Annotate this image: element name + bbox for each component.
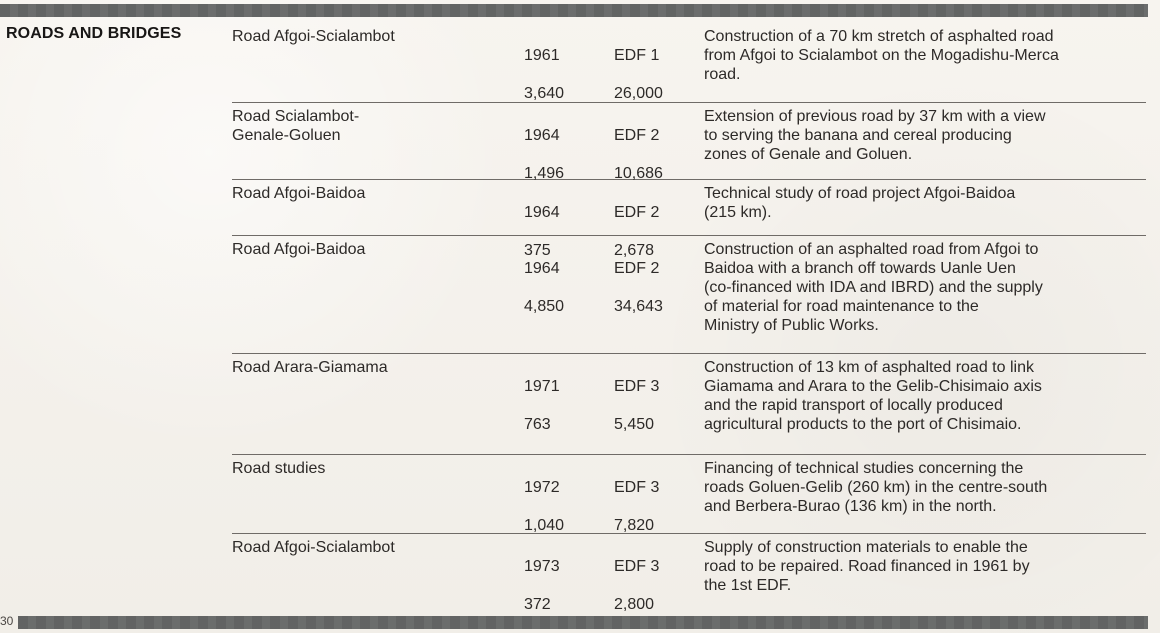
fund-value: EDF 2 [614, 127, 660, 144]
amount-value: 7,820 [614, 517, 655, 534]
project-name: Road Arara-Giamama [232, 359, 388, 376]
table-row [232, 236, 1146, 354]
project-description: Technical study of road project Afgoi-Baidoa (215 km). [704, 185, 1016, 221]
project-name: Road Afgoi-Baidoa [232, 185, 366, 202]
fund-amount-cell [614, 358, 686, 453]
year-value: 1964 [524, 127, 560, 144]
year-value: 1964 [524, 260, 560, 277]
table-row [232, 534, 1146, 615]
year-value: 1972 [524, 479, 560, 496]
project-description: Construction of 13 km of asphalted road to link Giamama and Arara to the Gelib-Chisimaio axis and the rapid transport of locally produced agricultural products to the port of Chisimaio. [704, 359, 1042, 433]
bottom-rule [18, 616, 1148, 629]
year-value: 1971 [524, 378, 560, 395]
cost-value: 372 [524, 596, 551, 613]
cost-value: 375 [524, 242, 551, 259]
table-row [232, 23, 1146, 103]
fund-value: EDF 3 [614, 378, 660, 395]
amount-value: 26,000 [614, 85, 663, 102]
cost-value: 4,850 [524, 298, 565, 315]
year-cost-cell [524, 240, 596, 335]
amount-value: 5,450 [614, 416, 655, 433]
year-value: 1973 [524, 558, 560, 575]
year-cost-cell [524, 358, 596, 453]
year-value: 1964 [524, 204, 560, 221]
fund-value: EDF 2 [614, 260, 660, 277]
amount-value: 10,686 [614, 165, 663, 182]
fund-value: EDF 3 [614, 558, 660, 575]
project-name: Road Afgoi-Scialambot [232, 539, 395, 556]
amount-value: 2,800 [614, 596, 655, 613]
table-row [232, 455, 1146, 534]
table-row [232, 103, 1146, 180]
fund-amount-cell [614, 240, 686, 335]
top-rule [0, 4, 1148, 17]
project-description: Supply of construction materials to enable the road to be repaired. Road financed in 1961 by the 1st EDF. [704, 539, 1030, 594]
amount-value: 2,678 [614, 242, 655, 259]
table-row [232, 180, 1146, 259]
table-row [232, 354, 1146, 455]
project-name: Road Scialambot- Genale-Goluen [232, 108, 360, 144]
project-name: Road studies [232, 460, 326, 477]
cost-value: 763 [524, 416, 551, 433]
fund-value: EDF 3 [614, 479, 660, 496]
amount-value: 34,643 [614, 298, 663, 315]
project-description: Extension of previous road by 37 km with a view to serving the banana and cereal producing zones of Genale and Goluen. [704, 108, 1046, 163]
section-title: ROADS AND BRIDGES [6, 25, 182, 42]
cost-value: 1,040 [524, 517, 565, 534]
year-value: 1961 [524, 47, 560, 64]
fund-value: EDF 2 [614, 204, 660, 221]
project-description: Construction of an asphalted road from Afgoi to Baidoa with a branch off towards Uanle Uen (co-financed with IDA and IBRD) and the supply of material for road maintenance to the Ministry of Public Works. [704, 241, 1043, 334]
project-name: Road Afgoi-Baidoa [232, 241, 366, 258]
project-description: Financing of technical studies concerning the roads Goluen-Gelib (260 km) in the centre-south and Berbera-Burao (136 km) in the north. [704, 460, 1048, 515]
cost-value: 1,496 [524, 165, 565, 182]
project-name: Road Afgoi-Scialambot [232, 28, 395, 45]
fund-value: EDF 1 [614, 47, 660, 64]
cost-value: 3,640 [524, 85, 565, 102]
projects-table [232, 23, 1146, 615]
page-number: 30 [0, 614, 14, 628]
project-description: Construction of a 70 km stretch of asphalted road from Afgoi to Scialambot on the Mogadishu-Merca road. [704, 28, 1059, 83]
